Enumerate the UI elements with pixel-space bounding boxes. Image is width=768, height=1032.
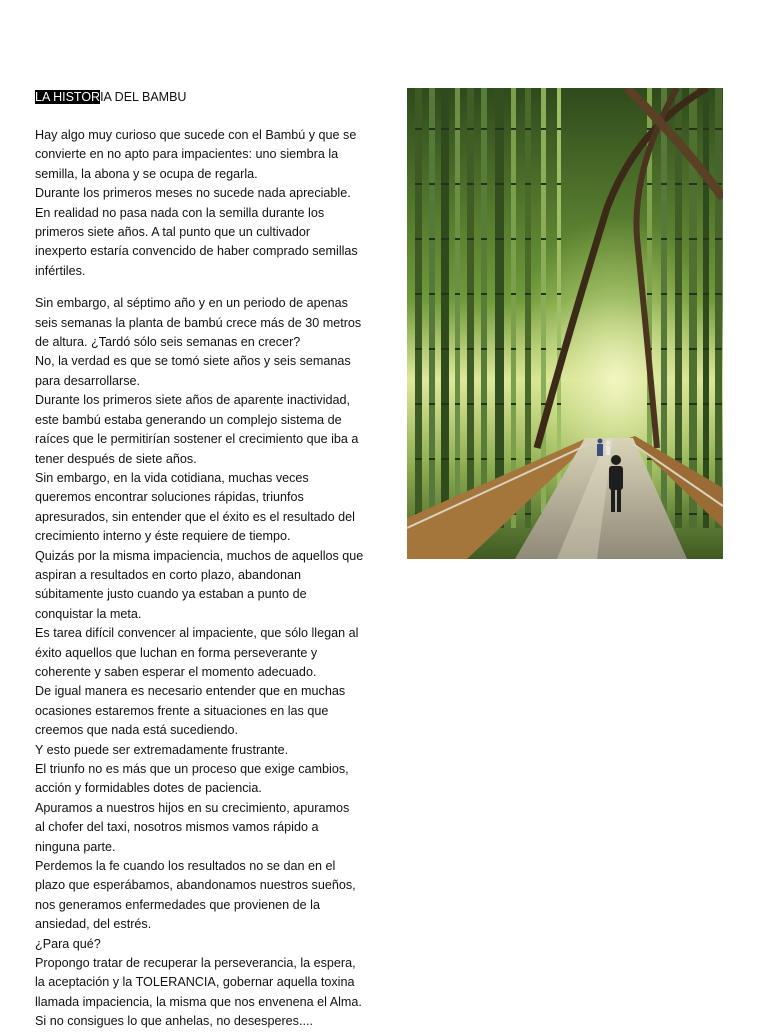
bamboo-stalk — [525, 88, 531, 528]
bamboo-node — [675, 238, 682, 240]
bamboo-node — [495, 183, 504, 185]
bamboo-node — [481, 238, 487, 240]
title-text: IA DEL BAMBU — [100, 90, 187, 104]
bamboo-node — [647, 183, 652, 185]
bamboo-node — [661, 293, 667, 295]
bamboo-stalk — [703, 88, 709, 528]
bamboo-node — [703, 348, 709, 350]
bamboo-node — [525, 238, 531, 240]
bamboo-node — [689, 458, 697, 460]
bamboo-node — [429, 348, 435, 350]
bamboo-node — [715, 128, 722, 130]
bamboo-node — [525, 293, 531, 295]
bamboo-node — [415, 128, 422, 130]
bamboo-node — [467, 348, 474, 350]
bamboo-node — [557, 128, 561, 130]
text-line: queremos encontrar soluciones rápidas, triunfos — [35, 490, 304, 505]
bamboo-node — [511, 238, 516, 240]
bamboo-node — [495, 348, 504, 350]
bamboo-node — [441, 183, 449, 185]
text-line: llamada impaciencia, la misma que nos envenena el Alma. — [35, 994, 362, 1009]
bamboo-node — [689, 183, 697, 185]
bamboo-node — [689, 403, 697, 405]
text-line: tener después de siete años. — [35, 451, 197, 466]
text-line: Quizás por la misma impaciencia, muchos de aquellos que — [35, 548, 364, 563]
title-highlighted-text: LA HISTOR — [35, 90, 101, 104]
text-line: Durante los primeros siete años de aparente inactividad, — [35, 393, 351, 408]
text-line: coherente y saben esperar el momento adecuado. — [35, 664, 317, 679]
bamboo-node — [481, 293, 487, 295]
text-line: nos generamos enfermedades que provienen de la — [35, 897, 320, 912]
bamboo-stalk — [429, 88, 435, 528]
bamboo-node — [511, 348, 516, 350]
bamboo-node — [467, 458, 474, 460]
bamboo-node — [511, 458, 516, 460]
text-line: de altura. ¿Tardó sólo seis semanas en crecer? — [35, 335, 301, 350]
bamboo-node — [661, 348, 667, 350]
bamboo-node — [495, 458, 504, 460]
bamboo-node — [703, 293, 709, 295]
bamboo-node — [541, 183, 546, 185]
text-line: semilla, la abona y se ocupa de regarla. — [35, 166, 258, 181]
bamboo-node — [557, 348, 561, 350]
bamboo-node — [467, 128, 474, 130]
text-line: plazo que esperábamos, abandonamos nuestros sueños, — [35, 878, 356, 893]
bamboo-stalk — [715, 88, 722, 528]
text-line: Propongo tratar de recuperar la perseverancia, la espera, — [35, 956, 356, 971]
bamboo-node — [455, 348, 460, 350]
text-line: al chofer del taxi, nosotros mismos vamos rápido a — [35, 820, 319, 835]
bamboo-node — [557, 238, 561, 240]
bamboo-node — [675, 183, 682, 185]
bamboo-stalk — [467, 88, 474, 528]
bamboo-node — [415, 348, 422, 350]
bamboo-node — [715, 458, 722, 460]
bamboo-node — [675, 403, 682, 405]
text-line: En realidad no pasa nada con la semilla durante los — [35, 205, 325, 220]
bamboo-node — [703, 128, 709, 130]
bamboo-node — [525, 403, 531, 405]
document-body — [35, 126, 370, 1032]
text-line: Y esto puede ser extremadamente frustrante. — [35, 742, 289, 757]
bamboo-node — [689, 128, 697, 130]
text-line: este bambú estaba generando un complejo sistema de — [35, 412, 342, 427]
bamboo-node — [455, 128, 460, 130]
text-line: inexperto estaría convencido de haber comprado semillas — [35, 244, 358, 259]
bamboo-node — [415, 183, 422, 185]
bamboo-node — [441, 293, 449, 295]
text-line: infértiles. — [35, 263, 86, 278]
text-line: apresurados, sin entender que el éxito es el resultado del — [35, 509, 355, 524]
bamboo-node — [557, 183, 561, 185]
bamboo-stalk — [481, 88, 487, 528]
bamboo-node — [541, 238, 546, 240]
text-line: No, la verdad es que se tomó siete años y seis semanas — [35, 354, 351, 369]
text-line: la aceptación y la TOLERANCIA, gobernar aquella toxina — [35, 975, 355, 990]
bamboo-forest-photo — [407, 88, 723, 559]
bamboo-node — [467, 238, 474, 240]
bamboo-node — [481, 348, 487, 350]
bamboo-node — [661, 403, 667, 405]
bamboo-node — [661, 238, 667, 240]
text-line: ¿Para qué? — [35, 936, 101, 951]
text-line: seis semanas la planta de bambú crece más de 30 metros — [35, 315, 362, 330]
bamboo-node — [429, 293, 435, 295]
text-line: Sin embargo, al séptimo año y en un periodo de apenas — [35, 296, 348, 311]
text-line: El triunfo no es más que un proceso que exige cambios, — [35, 762, 349, 776]
bamboo-node — [675, 348, 682, 350]
bamboo-node — [689, 293, 697, 295]
bamboo-node — [415, 403, 422, 405]
bamboo-node — [715, 348, 722, 350]
text-line: Perdemos la fe cuando los resultados no se dan en el — [35, 859, 336, 874]
bamboo-node — [647, 293, 652, 295]
bamboo-node — [703, 238, 709, 240]
bamboo-node — [467, 293, 474, 295]
bamboo-node — [495, 238, 504, 240]
bamboo-node — [689, 348, 697, 350]
bamboo-node — [647, 238, 652, 240]
bamboo-node — [495, 128, 504, 130]
bamboo-node — [495, 293, 504, 295]
bamboo-node — [675, 293, 682, 295]
bamboo-node — [441, 128, 449, 130]
text-line: crecimiento interno y éste requiere de tiempo. — [35, 529, 291, 544]
bamboo-node — [675, 458, 682, 460]
bamboo-node — [511, 128, 516, 130]
bamboo-node — [481, 458, 487, 460]
bamboo-stalk — [415, 88, 422, 528]
bamboo-node — [661, 183, 667, 185]
bamboo-node — [455, 183, 460, 185]
bamboo-node — [467, 183, 474, 185]
text-line: acción y formidables dotes de paciencia. — [35, 781, 262, 796]
bamboo-node — [441, 458, 449, 460]
bamboo-stalk — [495, 88, 504, 528]
text-line: súbitamente justo cuando ya estaban a punto de — [35, 587, 307, 602]
document-title — [35, 88, 186, 106]
bamboo-node — [455, 403, 460, 405]
text-line: éxito aquellos que luchan en forma perseverante y — [35, 645, 318, 660]
bamboo-node — [541, 293, 546, 295]
bamboo-node — [429, 183, 435, 185]
bamboo-node — [525, 458, 531, 460]
bamboo-node — [541, 128, 546, 130]
bamboo-node — [467, 403, 474, 405]
bamboo-node — [429, 238, 435, 240]
text-line: Durante los primeros meses no sucede nada apreciable. — [35, 186, 351, 201]
bamboo-stalk — [455, 88, 460, 528]
bamboo-node — [525, 348, 531, 350]
text-line: conquistar la meta. — [35, 606, 142, 621]
bamboo-node — [495, 403, 504, 405]
bamboo-node — [441, 348, 449, 350]
bamboo-node — [525, 513, 531, 515]
text-line: Hay algo muy curioso que sucede con el Bambú y que se — [35, 128, 357, 142]
bamboo-node — [525, 128, 531, 130]
bamboo-node — [541, 348, 546, 350]
text-line: Sin embargo, en la vida cotidiana, muchas veces — [35, 470, 309, 485]
bamboo-node — [715, 238, 722, 240]
text-line: Es tarea difícil convencer al impaciente, que sólo llegan al — [35, 626, 359, 641]
bamboo-node — [689, 238, 697, 240]
bamboo-node — [429, 403, 435, 405]
bamboo-node — [415, 458, 422, 460]
bamboo-node — [557, 293, 561, 295]
bamboo-node — [715, 403, 722, 405]
text-line: aspiran a resultados en corto plazo, abandonan — [35, 567, 302, 582]
bamboo-node — [481, 183, 487, 185]
text-line: ninguna parte. — [35, 839, 116, 854]
bamboo-node — [441, 238, 449, 240]
bamboo-forest-illustration — [407, 88, 723, 559]
text-line: primeros siete años. A tal punto que un cultivador — [35, 225, 311, 240]
paragraph-gap — [35, 281, 370, 294]
text-line: Apuramos a nuestros hijos en su crecimiento, apuramos — [35, 800, 350, 815]
bamboo-node — [689, 513, 697, 515]
bamboo-node — [481, 403, 487, 405]
bamboo-node — [525, 183, 531, 185]
bamboo-node — [415, 293, 422, 295]
text-line: ocasiones estaremos frente a situaciones en las que — [35, 703, 329, 718]
text-line: convierte en no apto para impacientes: uno siembra la — [35, 147, 339, 162]
text-line: creemos que nada está sucediendo. — [35, 723, 239, 738]
text-line: De igual manera es necesario entender que en muchas — [35, 684, 346, 699]
bamboo-node — [675, 128, 682, 130]
bamboo-node — [511, 293, 516, 295]
text-line: ansiedad, del estrés. — [35, 917, 152, 932]
bamboo-node — [703, 403, 709, 405]
bamboo-node — [703, 458, 709, 460]
bamboo-node — [511, 403, 516, 405]
bamboo-node — [455, 293, 460, 295]
bamboo-node — [429, 458, 435, 460]
text-line: para desarrollarse. — [35, 373, 140, 388]
bamboo-node — [415, 238, 422, 240]
bamboo-node — [557, 403, 561, 405]
bamboo-node — [429, 128, 435, 130]
bamboo-node — [541, 403, 546, 405]
bamboo-node — [455, 458, 460, 460]
bamboo-node — [675, 513, 682, 515]
bamboo-node — [441, 403, 449, 405]
bamboo-stalk — [511, 88, 516, 528]
bamboo-node — [511, 183, 516, 185]
bamboo-node — [715, 293, 722, 295]
bamboo-stalk — [441, 88, 449, 528]
bamboo-node — [481, 128, 487, 130]
bamboo-node — [455, 238, 460, 240]
text-line: Si no consigues lo que anhelas, no desesperes.... — [35, 1014, 313, 1029]
text-line: raíces que le permitirían sostener el crecimiento que iba a — [35, 432, 359, 447]
